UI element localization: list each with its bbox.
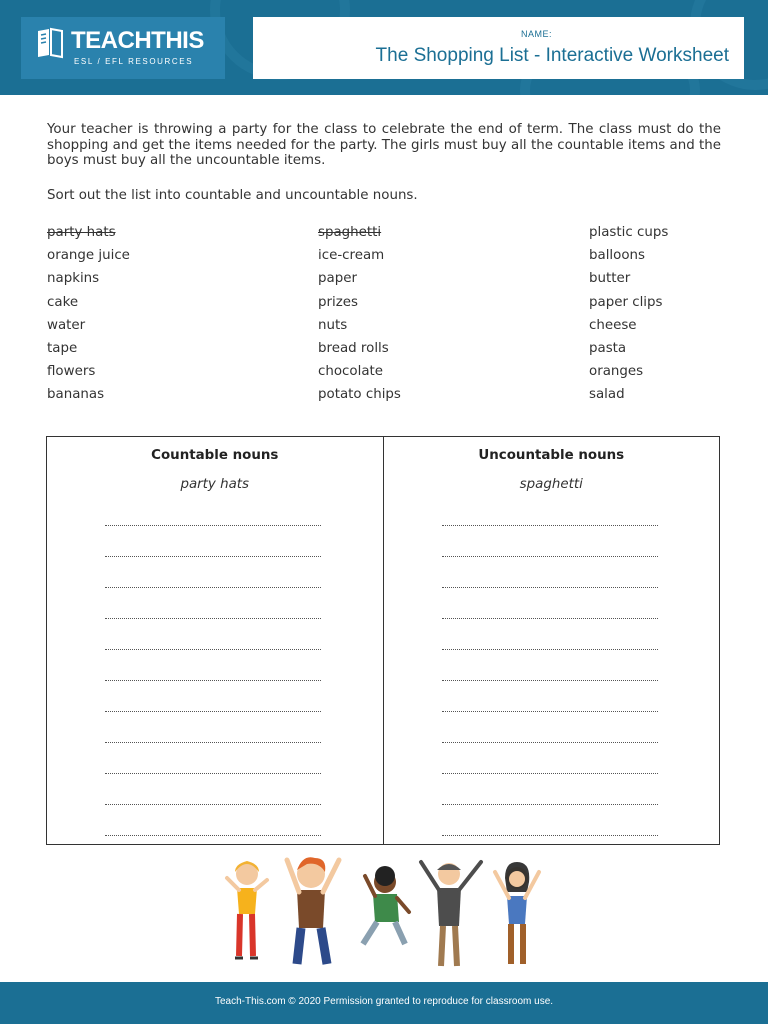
answer-line[interactable]: [105, 804, 321, 805]
answer-line[interactable]: [442, 587, 658, 588]
word-item: flowers: [47, 364, 96, 380]
answer-line[interactable]: [105, 587, 321, 588]
answer-line[interactable]: [442, 742, 658, 743]
answer-line[interactable]: [105, 835, 321, 836]
word-item: bread rolls: [318, 340, 389, 356]
word-item: paper: [318, 271, 357, 287]
uncountable-column: [383, 437, 720, 844]
book-icon: [35, 27, 65, 59]
answer-line[interactable]: [105, 618, 321, 619]
word-item: ice-cream: [318, 248, 385, 264]
boy-orange-hair: [287, 857, 339, 964]
answer-line[interactable]: [442, 556, 658, 557]
word-item: cheese: [589, 317, 637, 333]
word-item: oranges: [589, 364, 644, 380]
countable-column: [47, 437, 383, 844]
word-item: salad: [589, 387, 625, 403]
footer-banner: [0, 982, 768, 1024]
word-item: paper clips: [589, 294, 663, 310]
answer-line[interactable]: [105, 711, 321, 712]
worksheet-title: The Shopping List - Interactive Worksheet: [375, 45, 729, 66]
word-item: napkins: [47, 271, 100, 287]
girl-yellow-shirt: [227, 861, 267, 958]
logo-text: TEACHTHIS: [71, 27, 204, 54]
girl-blue-top: [495, 862, 539, 964]
answer-line[interactable]: [442, 680, 658, 681]
word-column-2: [318, 224, 401, 410]
answer-line[interactable]: [442, 525, 658, 526]
answer-line[interactable]: [105, 742, 321, 743]
answer-line[interactable]: [105, 525, 321, 526]
word-item: chocolate: [318, 364, 384, 380]
word-item: butter: [589, 271, 631, 287]
sorting-table: [46, 436, 720, 845]
answer-line[interactable]: [105, 649, 321, 650]
word-item: spaghetti: [318, 225, 382, 240]
boy-green-shirt: [363, 866, 409, 944]
word-column-3: [589, 224, 668, 410]
instruction-text: Sort out the list into countable and uncountable nouns.: [47, 188, 418, 203]
uncountable-heading: Uncountable nouns: [478, 448, 625, 463]
word-item: orange juice: [47, 248, 130, 264]
name-label: NAME:: [520, 29, 552, 39]
footer-copyright: Teach-This.com © 2020 Permission granted to reproduce for classroom use.: [214, 996, 554, 1007]
countable-heading: Countable nouns: [151, 448, 279, 463]
word-item: party hats: [47, 225, 116, 240]
answer-line[interactable]: [442, 835, 658, 836]
word-item: water: [47, 317, 86, 333]
uncountable-example: spaghetti: [519, 477, 583, 492]
answer-line[interactable]: [442, 649, 658, 650]
word-item: balloons: [589, 248, 645, 264]
answer-line[interactable]: [105, 556, 321, 557]
name-box[interactable]: [253, 17, 744, 79]
answer-line[interactable]: [442, 711, 658, 712]
boy-grey-shirt: [421, 862, 481, 966]
intro-paragraph: Your teacher is throwing a party for the class to celebrate the end of term. The class must do the shopping and get the items needed for the party. The girls must buy all the countable items and the boys must buy all the uncountable items.: [47, 122, 721, 168]
word-column-1: [47, 224, 130, 410]
answer-line[interactable]: [442, 618, 658, 619]
teachthis-logo: [21, 17, 225, 79]
word-item: nuts: [318, 317, 348, 333]
answer-line[interactable]: [442, 773, 658, 774]
header-banner: [0, 0, 768, 95]
word-item: tape: [47, 340, 78, 356]
word-item: pasta: [589, 340, 627, 356]
word-item: bananas: [47, 387, 105, 403]
logo-subtitle: ESL / EFL RESOURCES: [74, 57, 194, 66]
word-item: plastic cups: [589, 225, 669, 240]
answer-line[interactable]: [105, 773, 321, 774]
word-item: cake: [47, 294, 79, 310]
word-item: prizes: [318, 294, 358, 310]
countable-example: party hats: [180, 477, 250, 492]
answer-line[interactable]: [105, 680, 321, 681]
word-item: potato chips: [318, 387, 401, 403]
answer-line[interactable]: [442, 804, 658, 805]
cheering-kids-illustration: [215, 852, 555, 977]
